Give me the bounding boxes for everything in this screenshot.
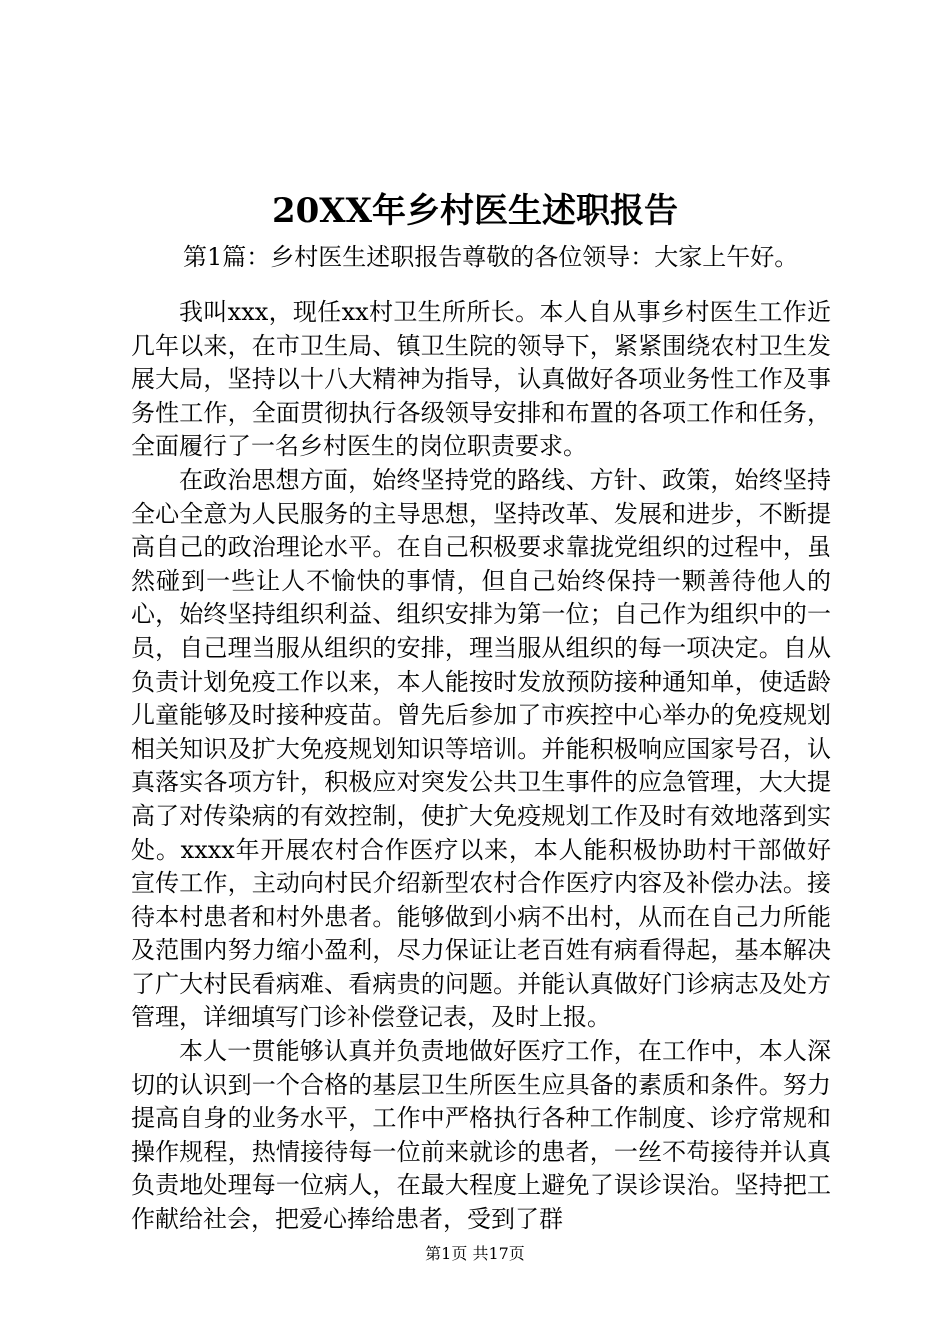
- document-title: 20XX年乡村医生述职报告: [271, 191, 679, 231]
- document-body: [131, 296, 831, 1237]
- paragraph-2: 在政治思想方面，始终坚持党的路线、方针、政策，始终坚持全心全意为人民服务的主导思想，坚持改革、发展和进步，不断提高自己的政治理论水平。在自己积极要求靠拢党组织的过程中，虽然碰到一些让人不愉快的事情，但自己始终保持一颗善待他人的心，始终坚持组织利益、组织安排为第一位；自己作为组织中的一员，自己理当服从组织的安排，理当服从组织的每一项决定。自从负责计划免疫工作以来，本人能按时发放预防接种通知单，使适龄儿童能够及时接种疫苗。曾先后参加了市疾控中心举办的免疫规划相关知识及扩大免疫规划知识等培训。并能积极响应国家号召，认真落实各项方针，积极应对突发公共卫生事件的应急管理，大大提高了对传染病的有效控制，使扩大免疫规划工作及时有效地落到实处。xxxx年开展农村合作医疗以来，本人能积极协助村干部做好宣传工作，主动向村民介绍新型农村合作医疗内容及补偿办法。接待本村患者和村外患者。能够做到小病不出村，从而在自己力所能及范围内努力缩小盈利，尽力保证让老百姓有病看得起，基本解决了广大村民看病难、看病贵的问题。并能认真做好门诊病志及处方管理，详细填写门诊补偿登记表，及时上报。: [131, 465, 831, 1032]
- paragraph-3: 本人一贯能够认真并负责地做好医疗工作，在工作中，本人深切的认识到一个合格的基层卫生所医生应具备的素质和条件。努力提高自身的业务水平，工作中严格执行各种工作制度、诊疗常规和操作规程，热情接待每一位前来就诊的患者，一丝不苟接待并认真负责地处理每一位病人，在最大程度上避免了误诊误治。坚持把工作献给社会，把爱心捧给患者，受到了群: [131, 1037, 831, 1234]
- paragraph-1: 我叫xxx，现任xx村卫生所所长。本人自从事乡村医生工作近几年以来，在市卫生局、镇卫生院的领导下，紧紧围绕农村卫生发展大局，坚持以十八大精神为指导，认真做好各项业务性工作及事务性工作，全面贯彻执行各级领导安排和布置的各项工作和任务，全面履行了一名乡村医生的岗位职责要求。: [131, 298, 831, 461]
- page-footer: 第1页 共17页: [425, 1244, 525, 1263]
- document-subtitle: 第1篇：乡村医生述职报告尊敬的各位领导：大家上午好。: [183, 243, 799, 271]
